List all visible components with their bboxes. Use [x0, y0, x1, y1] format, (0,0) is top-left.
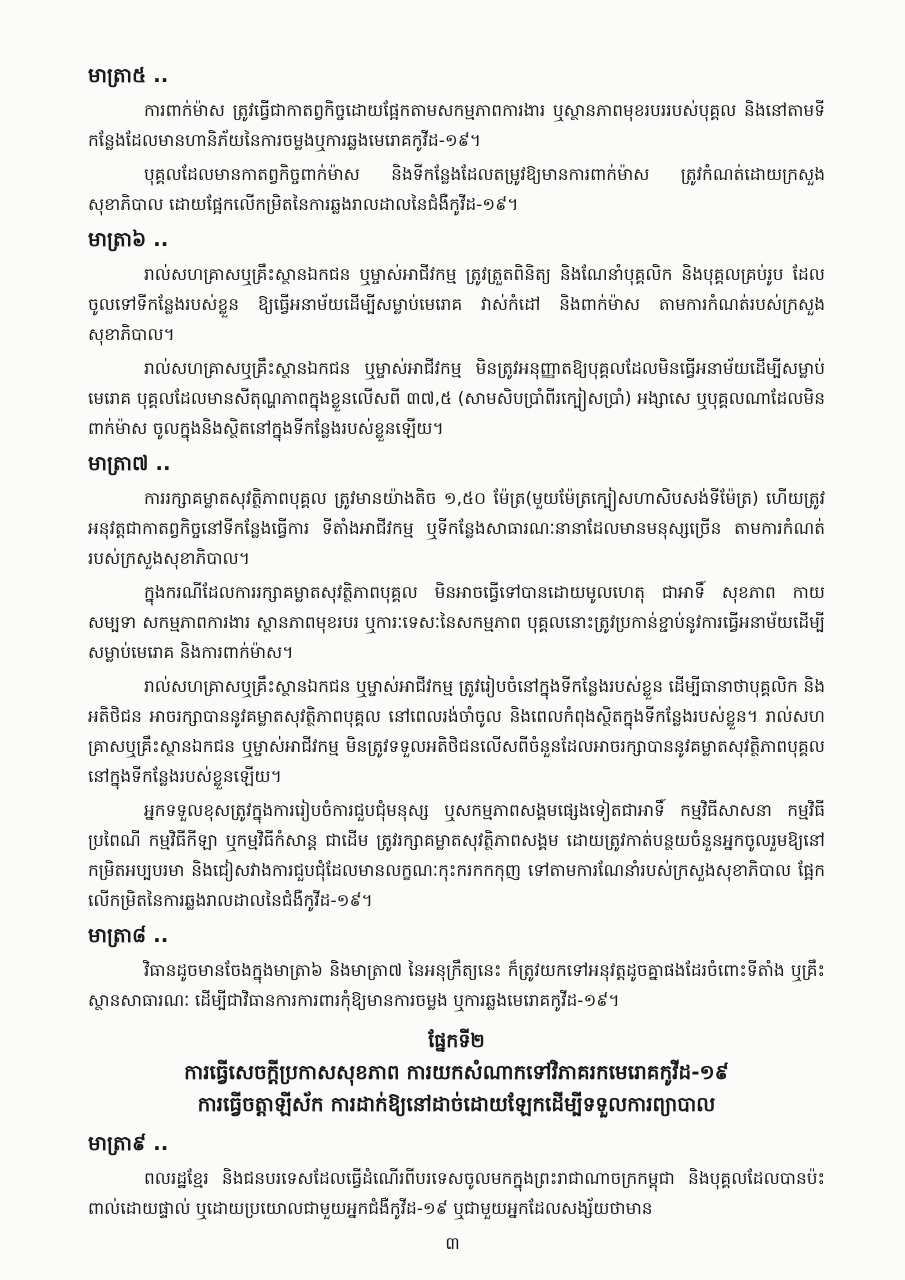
article-paragraph: បុគ្គលដែលមានកាតព្វកិច្ចពាក់ម៉ាស និងទីកន្លែងដែលតម្រូវឱ្យមានការពាក់ម៉ាស ត្រូវកំណត់ដោយក្រសួងសុខាភិបាល ដោយផ្អែកលើកម្រិតនៃការឆ្លងរាលដាលនៃជំងឺកូវីដ-១៩។ — [88, 165, 825, 215]
section-title-line-1: ការធ្វើសេចក្ដីប្រកាសសុខភាព ការយកសំណាកទៅវិភាគរកមេរោគកូវីដ-១៩ — [184, 1060, 729, 1084]
article-5 — [88, 60, 825, 220]
page-number: ៣ — [445, 1234, 460, 1254]
article-9 — [88, 1128, 825, 1224]
section-label: ផ្នែកទី២ — [428, 1030, 485, 1052]
section-header — [88, 1026, 825, 1120]
article-paragraph: រាល់សហគ្រាសឬគ្រឹះស្ថានឯកជន ឬម្ចាស់អាជីវកម្ម ត្រូវរៀបចំនៅក្នុងទីកន្លែងរបស់ខ្លួន ដើម្បីធានាថាបុគ្គលិក និងអតិថិជន អាចរក្សាបាននូវគម្លាតសុវត្ថិភាពបុគ្គល នៅពេលរង់ចាំចូល និងពេលកំពុងស្ថិតក្នុងទីកន្លែងរបស់ខ្លួន។ រាល់សហគ្រាសឬគ្រឹះស្ថានឯកជន ឬម្ចាស់អាជីវកម្ម មិនត្រូវទទួលអតិថិជនលើសពីចំនួនដែលអាចរក្សាបាននូវគម្លាតសុវត្ថិភាពបុគ្គលនៅក្នុងទីកន្លែងរបស់ខ្លួនឡើយ។ — [88, 677, 825, 787]
article-paragraph: ការពាក់ម៉ាស ត្រូវធ្វើជាកាតព្វកិច្ចដោយផ្អែកតាមសកម្មភាពការងារ ឬស្ថានភាពមុខរបររបស់បុគ្គល និងនៅតាមទីកន្លែងដែលមានហានិភ័យនៃការចម្លងឬការឆ្លងមេរោគកូវីដ-១៩។ — [88, 101, 825, 151]
article-heading: មាត្រា៦ .. — [88, 227, 169, 251]
article-paragraph: រាល់សហគ្រាសឬគ្រឹះស្ថានឯកជន ឬម្ចាស់អាជីវកម្ម ត្រូវត្រួតពិនិត្យ និងណែនាំបុគ្គលិក និងបុគ្គលគ្រប់រូប ដែលចូលទៅទីកន្លែងរបស់ខ្លួន ឱ្យធ្វើអនាម័យដើម្បីសម្លាប់មេរោគ វាស់កំដៅ និងពាក់ម៉ាស តាមការកំណត់របស់ក្រសួងសុខាភិបាល។ — [88, 265, 825, 345]
article-paragraph: អ្នកទទួលខុសត្រូវក្នុងការរៀបចំការជួបជុំមនុស្ស ឬសកម្មភាពសង្គមផ្សេងទៀតជាអាទិ៍ កម្មវិធីសាសនា កម្មវិធីប្រពៃណី កម្មវិធីកីឡា ឬកម្មវិធីកំសាន្ត ជាដើម ត្រូវរក្សាគម្លាតសុវត្ថិភាពសង្គម ដោយត្រូវកាត់បន្ថយចំនួនអ្នកចូលរួមឱ្យនៅកម្រិតអប្បបរមា និងជៀសវាងការជួបជុំដែលមានលក្ខណៈកុះករកកកុញ ទៅតាមការណែនាំរបស់ក្រសួងសុខាភិបាល ផ្អែកលើកម្រិតនៃការឆ្លងរាលដាលនៃជំងឺកូវីដ-១៩។ — [88, 801, 825, 911]
article-paragraph: ការរក្សាគម្លាតសុវត្ថិភាពបុគ្គល ត្រូវមានយ៉ាងតិច ១,៥០ ម៉ែត្រ(មួយម៉ែត្រក្បៀសហាសិបសង់ទីម៉ែត្រ) ហើយត្រូវអនុវត្តជាកាតព្វកិច្ចនៅទីកន្លែងធ្វើការ ទីតាំងអាជីវកម្ម ឬទីកន្លែងសាធារណៈនានាដែលមានមនុស្សច្រើន តាមការកំណត់របស់ក្រសួងសុខាភិបាល។ — [88, 489, 825, 569]
article-8 — [88, 920, 825, 1016]
article-paragraph: ពលរដ្ឋខ្មែរ និងជនបរទេសដែលធ្វើដំណើរពីបរទេសចូលមកក្នុងព្រះរាជាណាចក្រកម្ពុជា និងបុគ្គលដែលបានប៉ះពាល់ដោយផ្ទាល់ ឬដោយប្រយោលជាមួយអ្នកជំងឺកូវីដ-១៩ ឬជាមួយអ្នកដែលសង្ស័យថាមាន — [88, 1169, 825, 1219]
article-paragraph: ក្នុងករណីដែលការរក្សាគម្លាតសុវត្ថិភាពបុគ្គល មិនអាចធ្វើទៅបានដោយមូលហេតុ ជាអាទិ៍ សុខភាព កាយសម្បទា សកម្មភាពការងារ ស្ថានភាពមុខរបរ ឬការៈទេសៈនៃសកម្មភាព បុគ្គលនោះត្រូវប្រកាន់ខ្ជាប់នូវការធ្វើអនាម័យដើម្បីសម្លាប់មេរោគ និងការពាក់ម៉ាស។ — [88, 583, 825, 663]
article-heading: មាត្រា៥ .. — [88, 63, 169, 87]
article-6 — [88, 224, 825, 444]
article-paragraph: រាល់សហគ្រាសឬគ្រឹះស្ថានឯកជន ឬម្ចាស់អាជីវកម្ម មិនត្រូវអនុញ្ញាតឱ្យបុគ្គលដែលមិនធ្វើអនាម័យដើម្បីសម្លាប់មេរោគ បុគ្គលដែលមានសីតុណ្ហភាពក្នុងខ្លួនលើសពី ៣៧,៥ (សាមសិបប្រាំពីរក្បៀសប្រាំ) អង្សាសេ ឬបុគ្គលណាដែលមិនពាក់ម៉ាស ចូលក្នុងនិងស្ថិតនៅក្នុងទីកន្លែងរបស់ខ្លួនឡើយ។ — [88, 359, 825, 439]
article-7 — [88, 448, 825, 916]
article-heading: មាត្រា៧ .. — [88, 451, 171, 475]
section-title-line-2: ការធ្វើចត្តាឡីស័ក ការដាក់ឱ្យនៅដាច់ដោយឡែកដើម្បីទទួលការព្យាបាល — [197, 1092, 716, 1116]
article-heading: មាត្រា៩ .. — [88, 1131, 169, 1155]
article-heading: មាត្រា៨ .. — [88, 923, 169, 947]
article-paragraph: វិធានដូចមានចែងក្នុងមាត្រា៦ និងមាត្រា៧ នៃអនុក្រឹត្យនេះ ក៏ត្រូវយកទៅអនុវត្តដូចគ្នាផងដែរចំពោះទីតាំង ឬគ្រឹះស្ថានសាធារណៈ ដើម្បីជាវិធានការការពារកុំឱ្យមានការចម្លង ឬការឆ្លងមេរោគកូវីដ-១៩។ — [88, 961, 825, 1011]
